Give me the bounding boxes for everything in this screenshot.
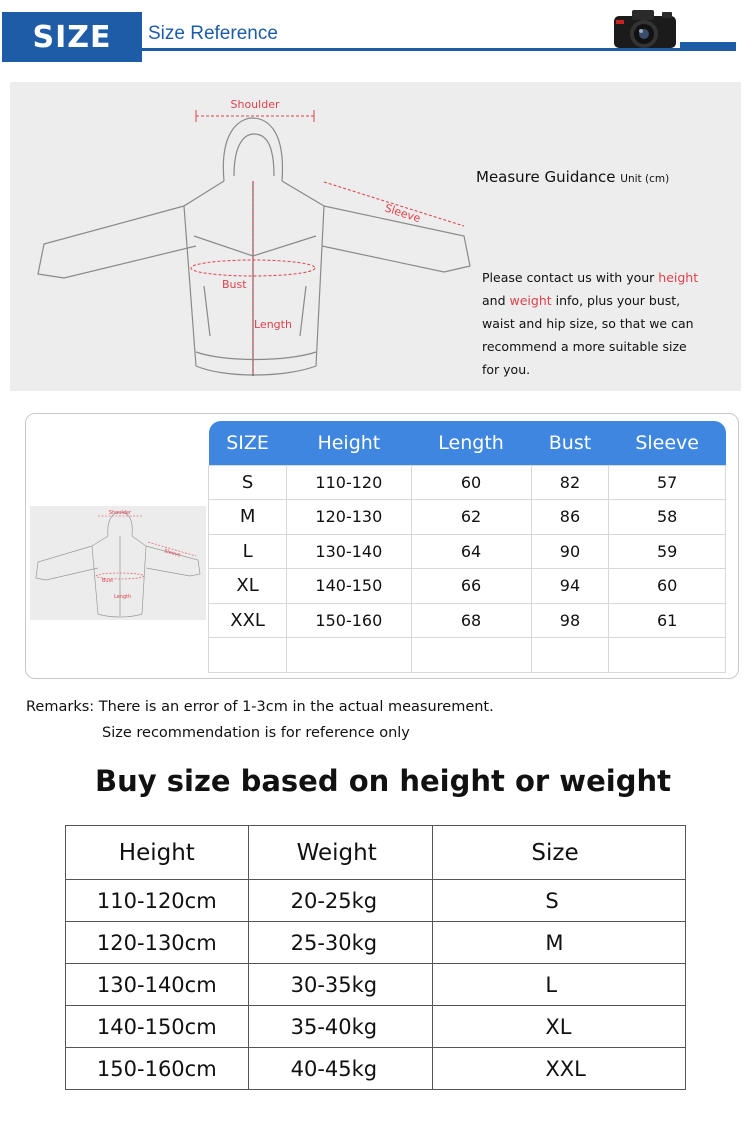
hw-cell-height: 130-140cm <box>66 964 249 1006</box>
thumb-shoulder-label: Shoulder <box>108 510 132 516</box>
cell-sleeve: 60 <box>609 569 726 604</box>
buy-size-title: Buy size based on height or weight <box>95 764 671 798</box>
cell-bust: 86 <box>531 500 609 535</box>
table-row <box>66 922 686 964</box>
hw-header-row <box>66 826 686 880</box>
table-row <box>209 603 726 638</box>
shoulder-label: Shoulder <box>230 98 280 111</box>
cell-sleeve: 59 <box>609 534 726 569</box>
table-row <box>66 1006 686 1048</box>
table-row-empty <box>209 638 726 673</box>
cell-bust: 82 <box>531 465 609 500</box>
hw-cell-weight: 20-25kg <box>248 880 433 922</box>
header-divider-accent <box>680 42 736 51</box>
bust-label: Bust <box>222 278 247 291</box>
guidance-text-part: and <box>482 293 510 308</box>
cell-empty <box>411 638 531 673</box>
size-badge: SIZE <box>2 12 142 62</box>
guidance-height-word: height <box>658 270 699 285</box>
hw-cell-weight: 40-45kg <box>248 1048 433 1090</box>
guidance-text-part: Please contact us with your <box>482 270 659 285</box>
cell-length: 66 <box>411 569 531 604</box>
header-length: Length <box>411 421 531 465</box>
hw-header-height: Height <box>66 826 249 880</box>
header-sleeve: Sleeve <box>609 421 726 465</box>
guidance-text-part: for you. <box>482 362 531 377</box>
measure-guidance-title <box>476 168 669 186</box>
remarks-line-1: Remarks: There is an error of 1-3cm in the actual measurement. <box>26 699 494 715</box>
size-table <box>208 421 726 673</box>
cell-height: 120-130 <box>287 500 411 535</box>
length-label: Length <box>254 318 292 331</box>
hw-cell-size: M <box>433 922 686 964</box>
hw-cell-size: L <box>433 964 686 1006</box>
cell-size: S <box>209 465 287 500</box>
header <box>0 0 750 70</box>
header-size: SIZE <box>209 421 287 465</box>
table-row <box>66 964 686 1006</box>
camera-icon <box>610 6 682 50</box>
size-table-header-row <box>209 421 726 465</box>
header-height: Height <box>287 421 411 465</box>
cell-length: 62 <box>411 500 531 535</box>
thumb-length-label: Length <box>114 594 132 600</box>
hw-cell-size: S <box>433 880 686 922</box>
cell-length: 60 <box>411 465 531 500</box>
jacket-thumbnail <box>30 506 206 620</box>
cell-sleeve: 57 <box>609 465 726 500</box>
guidance-unit: Unit (cm) <box>620 173 670 185</box>
header-subtitle: Size Reference <box>148 23 278 44</box>
hw-cell-height: 120-130cm <box>66 922 249 964</box>
hw-cell-size: XXL <box>433 1048 686 1090</box>
guidance-text-part: recommend a more suitable size <box>482 339 687 354</box>
hw-cell-weight: 25-30kg <box>248 922 433 964</box>
cell-size: M <box>209 500 287 535</box>
cell-size: XL <box>209 569 287 604</box>
guidance-title-text: Measure Guidance <box>476 168 616 186</box>
cell-bust: 90 <box>531 534 609 569</box>
hw-header-weight: Weight <box>248 826 433 880</box>
cell-size: XXL <box>209 603 287 638</box>
guidance-weight-word: weight <box>509 293 552 308</box>
cell-empty <box>209 638 287 673</box>
table-row <box>209 500 726 535</box>
hw-cell-height: 150-160cm <box>66 1048 249 1090</box>
thumb-sleeve-label: Sleeve <box>163 548 182 559</box>
cell-empty <box>287 638 411 673</box>
guidance-text-part: waist and hip size, so that we can <box>482 316 694 331</box>
hw-cell-weight: 35-40kg <box>248 1006 433 1048</box>
thumb-bust-label: Bust <box>102 578 114 584</box>
cell-height: 140-150 <box>287 569 411 604</box>
hw-header-size: Size <box>433 826 686 880</box>
measure-guidance-panel <box>10 82 741 391</box>
cell-length: 64 <box>411 534 531 569</box>
jacket-diagram <box>24 86 474 386</box>
height-weight-table <box>65 825 686 1090</box>
cell-empty <box>531 638 609 673</box>
sleeve-label: Sleeve <box>383 201 423 226</box>
guidance-text-part: info, plus your bust, <box>551 293 681 308</box>
hw-cell-weight: 30-35kg <box>248 964 433 1006</box>
cell-sleeve: 61 <box>609 603 726 638</box>
cell-length: 68 <box>411 603 531 638</box>
table-row <box>209 534 726 569</box>
cell-height: 110-120 <box>287 465 411 500</box>
header-bust: Bust <box>531 421 609 465</box>
table-row <box>209 465 726 500</box>
table-row <box>66 880 686 922</box>
cell-height: 150-160 <box>287 603 411 638</box>
cell-bust: 98 <box>531 603 609 638</box>
hw-cell-height: 110-120cm <box>66 880 249 922</box>
cell-size: L <box>209 534 287 569</box>
cell-bust: 94 <box>531 569 609 604</box>
table-row <box>66 1048 686 1090</box>
hw-cell-size: XL <box>433 1006 686 1048</box>
hw-cell-height: 140-150cm <box>66 1006 249 1048</box>
cell-empty <box>609 638 726 673</box>
remarks-line-2: Size recommendation is for reference only <box>102 725 410 741</box>
cell-height: 130-140 <box>287 534 411 569</box>
table-row <box>209 569 726 604</box>
cell-sleeve: 58 <box>609 500 726 535</box>
guidance-text <box>482 266 722 381</box>
remarks <box>26 694 494 746</box>
